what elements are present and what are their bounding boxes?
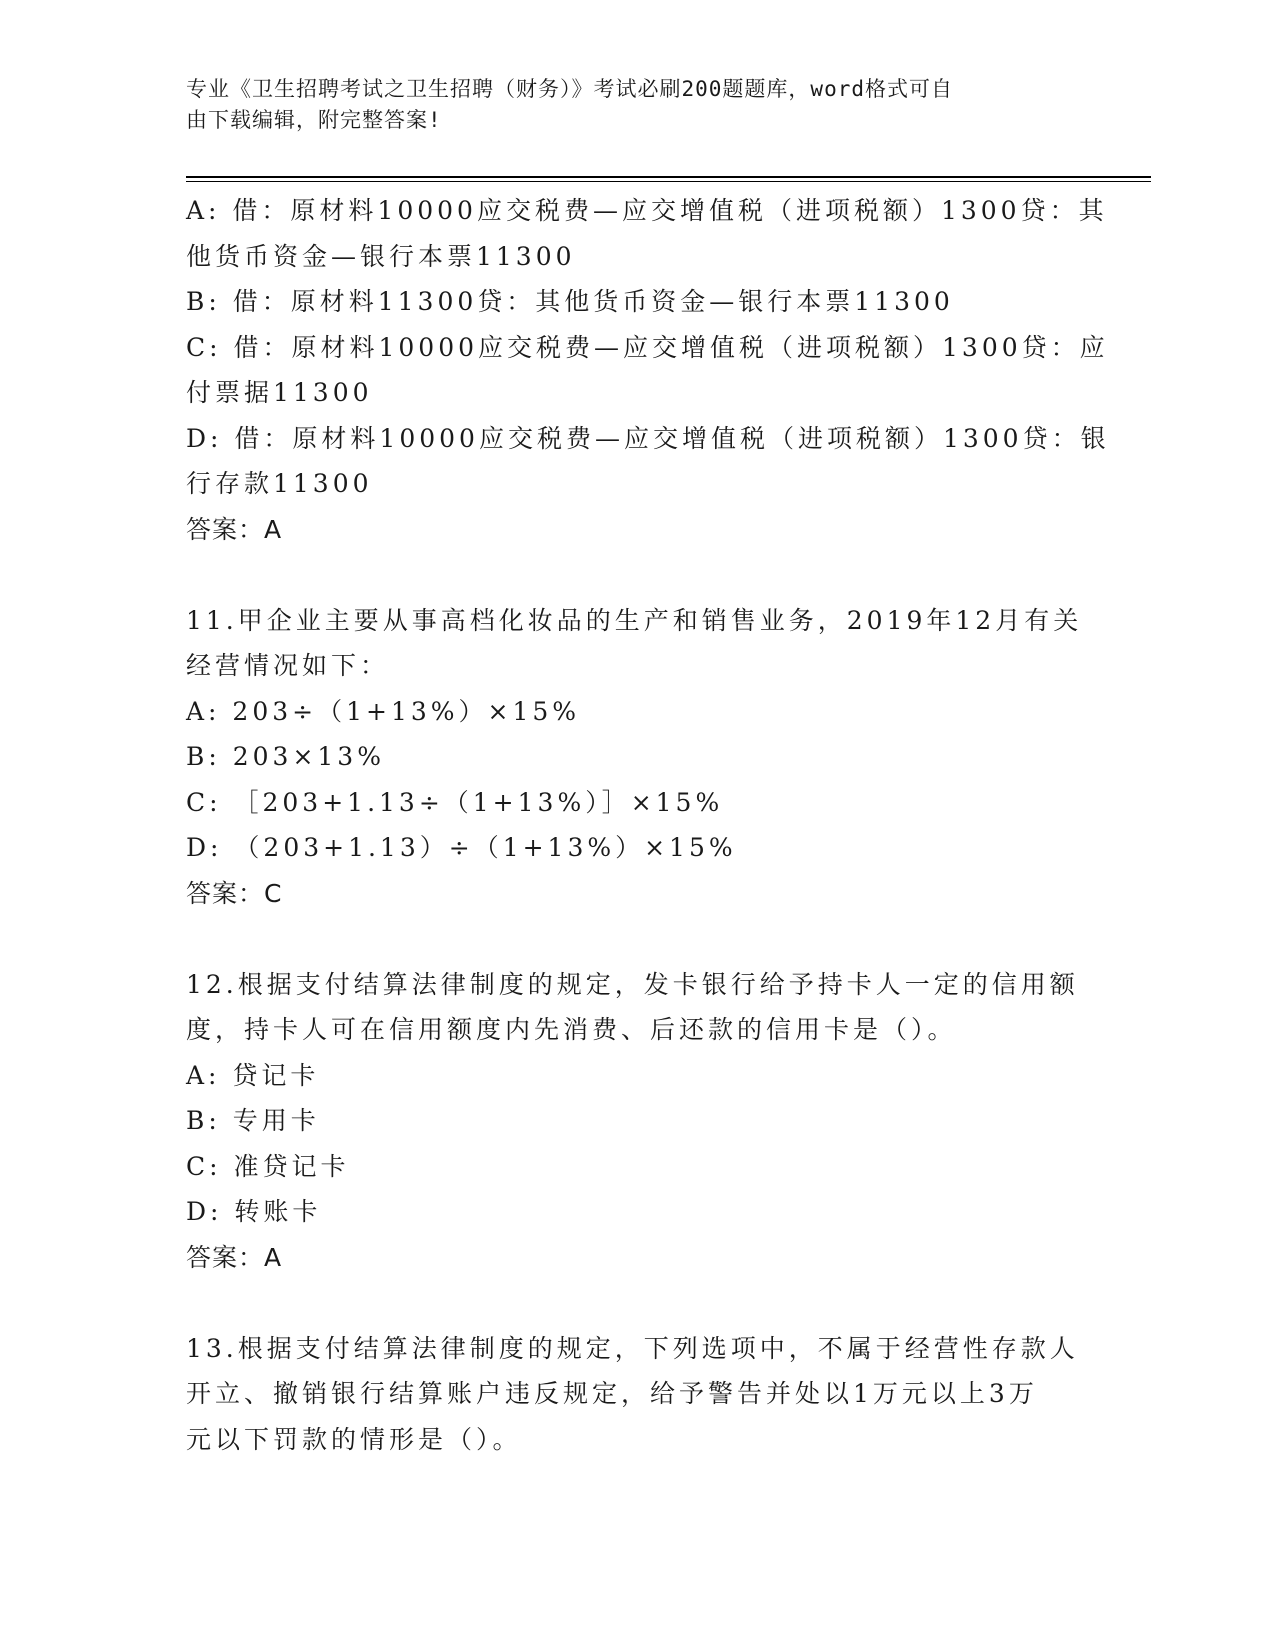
spacer [186,552,1086,598]
question-12 [186,962,1086,1281]
q11-stem-line-1: 11.甲企业主要从事高档化妆品的生产和销售业务，2019年12月有关 [186,605,1083,635]
q11-option-a: A: 203÷（1+13%）×15% [186,696,581,726]
q12-stem-line-2: 度，持卡人可在信用额度内先消费、后还款的信用卡是（）。 [186,1015,957,1044]
header-rule-thin [186,181,1151,182]
header-rule-thick [186,176,1151,178]
q12-stem-line-1: 12.根据支付结算法律制度的规定，发卡银行给予持卡人一定的信用额 [186,969,1079,999]
q11-answer: 答案：C [186,878,283,908]
q12-answer: 答案：A [186,1242,283,1272]
spacer [186,1280,1086,1326]
q11-option-b: B: 203×13% [186,742,385,771]
document-header [186,74,1066,136]
q10-option-d-line-1: D: 借：原材料10000应交税费—应交增值税（进项税额）1300贷：银 [186,423,1110,453]
q13-stem-line-3: 元以下罚款的情形是（）。 [186,1424,522,1454]
q12-option-c: C: 准贷记卡 [186,1151,350,1181]
q12-option-a: A: 贷记卡 [186,1060,320,1090]
header-line-2: 由下载编辑，附完整答案! [186,108,442,132]
q13-stem-line-1: 13.根据支付结算法律制度的规定，下列选项中，不属于经营性存款人 [186,1333,1079,1363]
q11-option-d: D: （203+1.13）÷（1+13%）×15% [186,833,737,862]
q10-answer: 答案：A [186,514,283,544]
q10-option-d-line-2: 行存款11300 [186,469,373,498]
spacer [186,916,1086,962]
q10-option-c-line-2: 付票据11300 [186,378,373,407]
q11-stem-line-2: 经营情况如下： [186,651,390,680]
header-line-1: 专业《卫生招聘考试之卫生招聘（财务）》考试必刷200题题库，word格式可自 [186,77,953,101]
q10-option-c-line-1: C: 借：原材料10000应交税费—应交增值税（进项税额）1300贷：应 [186,332,1109,362]
question-11 [186,598,1086,917]
q11-option-c: C: ［203+1.13÷（1+13%）］×15% [186,787,724,817]
question-list [186,188,1110,1462]
q10-option-a-line-2: 他货币资金—银行本票11300 [186,241,576,271]
question-10 [186,188,1110,552]
q13-stem-line-2: 开立、撤销银行结算账户违反规定，给予警告并处以1万元以上3万 [186,1379,1038,1408]
q12-option-d: D: 转账卡 [186,1197,322,1226]
q10-option-b: B: 借：原材料11300贷：其他货币资金—银行本票11300 [186,287,954,316]
q10-option-a-line-1: A: 借：原材料10000应交税费—应交增值税（进项税额）1300贷：其 [186,196,1108,225]
q12-option-b: B: 专用卡 [186,1106,320,1135]
question-13 [186,1326,1086,1463]
